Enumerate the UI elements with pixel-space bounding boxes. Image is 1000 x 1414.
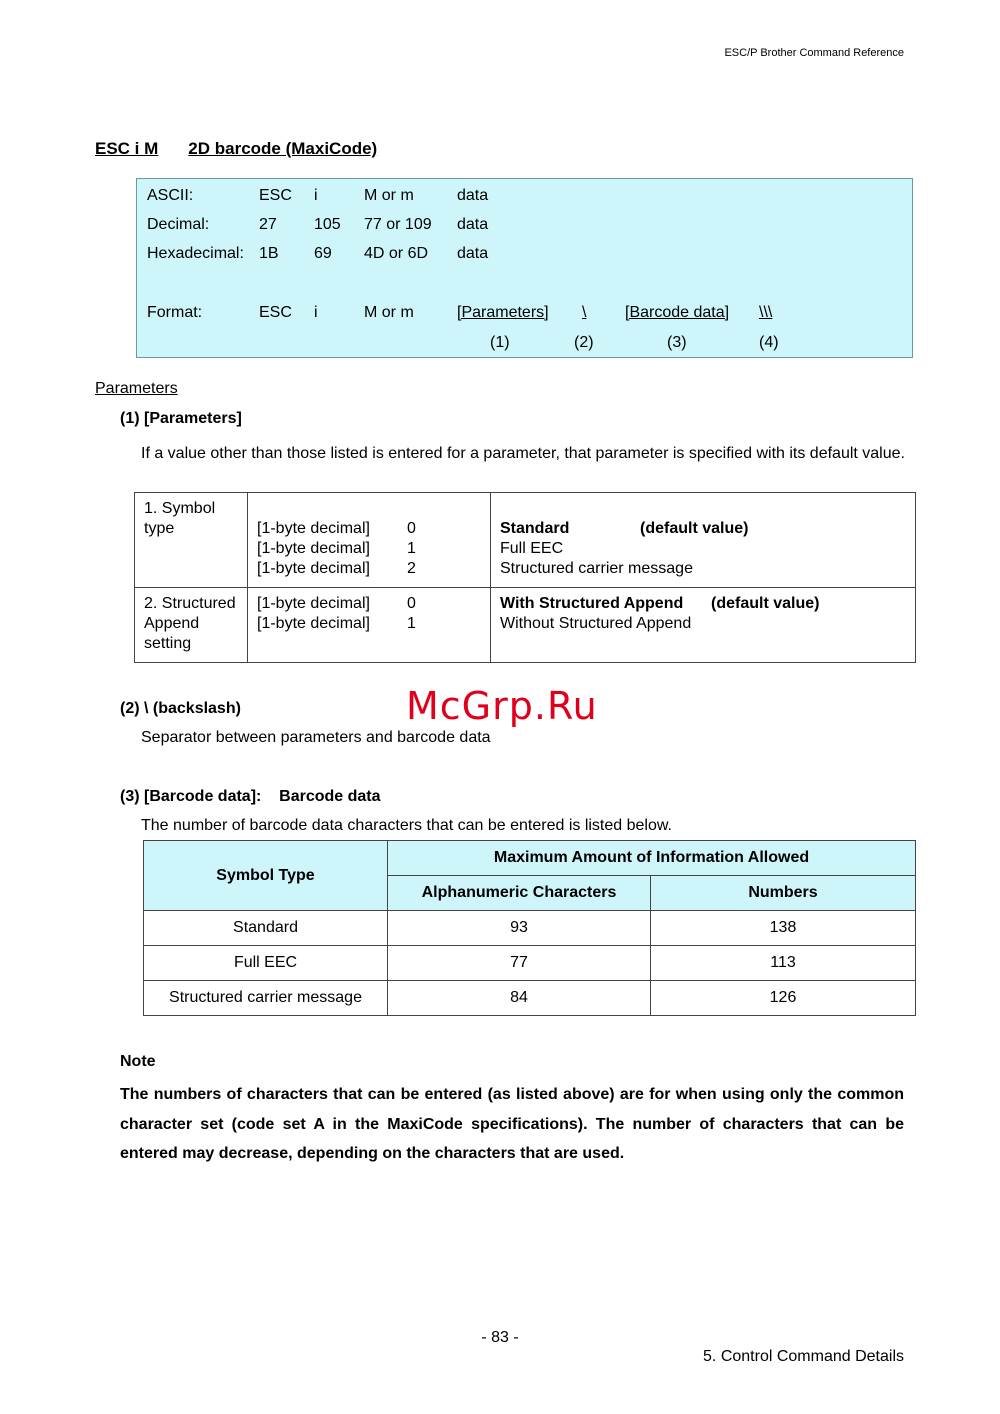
- symbol-type-cell: Full EEC: [144, 946, 388, 981]
- header-max-info: Maximum Amount of Information Allowed: [388, 841, 916, 876]
- option-description: Full EEC: [500, 540, 564, 557]
- format-i: i: [314, 304, 318, 321]
- ascii-i: i: [314, 187, 318, 204]
- param2-heading: (2) \ (backslash): [120, 700, 241, 717]
- type-label: [1-byte decimal]: [257, 540, 370, 557]
- type-label: [1-byte decimal]: [257, 560, 370, 577]
- param-value: 1: [407, 540, 416, 557]
- format-separator: \: [582, 304, 587, 321]
- footer-section: 5. Control Command Details: [703, 1348, 904, 1365]
- header-alphanumeric: Alphanumeric Characters: [388, 876, 651, 911]
- format-number-3: (3): [667, 334, 687, 351]
- hex-m: 4D or 6D: [364, 245, 429, 262]
- parameters-heading: Parameters: [95, 380, 178, 397]
- format-number-1: (1): [490, 334, 510, 351]
- parameters-table: [134, 492, 916, 663]
- watermark-logo: McGrp.Ru: [406, 684, 598, 728]
- param1-description: If a value other than those listed is entered for a parameter, that parameter is specified with its default value.: [141, 445, 905, 462]
- decimal-data: data: [457, 216, 489, 233]
- page-number: - 83 -: [481, 1329, 519, 1346]
- param2-description: Separator between parameters and barcode data: [141, 729, 491, 746]
- numbers-cell: 113: [651, 946, 916, 981]
- numbers-cell: 138: [651, 911, 916, 946]
- default-tag: (default value): [711, 595, 820, 612]
- header-symbol-type: Symbol Type: [144, 841, 388, 911]
- default-tag: (default value): [640, 520, 749, 537]
- type-label: [1-byte decimal]: [257, 520, 370, 537]
- option-description: Structured carrier message: [500, 560, 693, 577]
- param-descriptions: [491, 493, 916, 588]
- param-value: 0: [407, 520, 416, 537]
- alnum-cell: 84: [388, 981, 651, 1016]
- ascii-data: data: [457, 187, 489, 204]
- param-value: 1: [407, 615, 416, 632]
- default-option: With Structured Append: [500, 595, 684, 612]
- decimal-i: 105: [314, 216, 341, 233]
- table-row: [144, 911, 916, 946]
- alnum-cell: 93: [388, 911, 651, 946]
- hex-i: 69: [314, 245, 332, 262]
- hex-esc: 1B: [259, 245, 279, 262]
- param3-description: The number of barcode data characters that can be entered is listed below.: [141, 817, 672, 834]
- param3-heading: (3) [Barcode data]: Barcode data: [120, 788, 381, 805]
- symbol-type-cell: Structured carrier message: [144, 981, 388, 1016]
- hex-label: Hexadecimal:: [147, 245, 244, 262]
- param-value: 2: [407, 560, 416, 577]
- hex-data: data: [457, 245, 489, 262]
- format-number-4: (4): [759, 334, 779, 351]
- param-types: [248, 588, 491, 663]
- param-types: [248, 493, 491, 588]
- format-parameters: [Parameters]: [457, 304, 549, 321]
- param-name: 2. Structured Append setting: [135, 588, 248, 663]
- header-reference: ESC/P Brother Command Reference: [724, 47, 904, 59]
- option-description: Without Structured Append: [500, 615, 692, 632]
- barcode-capacity-table: [143, 840, 916, 1016]
- ascii-esc: ESC: [259, 187, 292, 204]
- format-label: Format:: [147, 304, 203, 321]
- default-option: Standard: [500, 520, 570, 537]
- type-label: [1-byte decimal]: [257, 595, 370, 612]
- format-esc: ESC: [259, 304, 292, 321]
- format-number-2: (2): [574, 334, 594, 351]
- table-row: [135, 588, 916, 663]
- command-box: [136, 178, 913, 358]
- format-m: M or m: [364, 304, 414, 321]
- param1-heading: (1) [Parameters]: [120, 410, 242, 427]
- alnum-cell: 77: [388, 946, 651, 981]
- param-name: 1. Symbol type: [135, 493, 248, 588]
- type-label: [1-byte decimal]: [257, 615, 370, 632]
- command-title: [95, 139, 377, 159]
- param-value: 0: [407, 595, 416, 612]
- table-row: [144, 946, 916, 981]
- table-row: [144, 981, 916, 1016]
- note-body: The numbers of characters that can be entered (as listed above) are for when using only the common character set (code set A in the MaxiCode specifications). The number of characters that can be entered may decrease, depending on the characters that are used.: [120, 1086, 904, 1162]
- format-barcode-data: [Barcode data]: [625, 304, 730, 321]
- table-header-row: [144, 841, 916, 876]
- param-descriptions: [491, 588, 916, 663]
- ascii-label: ASCII:: [147, 187, 194, 204]
- command-name: 2D barcode (MaxiCode): [188, 139, 378, 158]
- ascii-m: M or m: [364, 187, 414, 204]
- numbers-cell: 126: [651, 981, 916, 1016]
- format-terminator: \\\: [759, 304, 773, 321]
- decimal-m: 77 or 109: [364, 216, 432, 233]
- table-row: [135, 493, 916, 588]
- command-code: ESC i M: [95, 139, 159, 158]
- header-numbers: Numbers: [651, 876, 916, 911]
- symbol-type-cell: Standard: [144, 911, 388, 946]
- decimal-esc: 27: [259, 216, 277, 233]
- decimal-label: Decimal:: [147, 216, 210, 233]
- note-heading: Note: [120, 1053, 156, 1070]
